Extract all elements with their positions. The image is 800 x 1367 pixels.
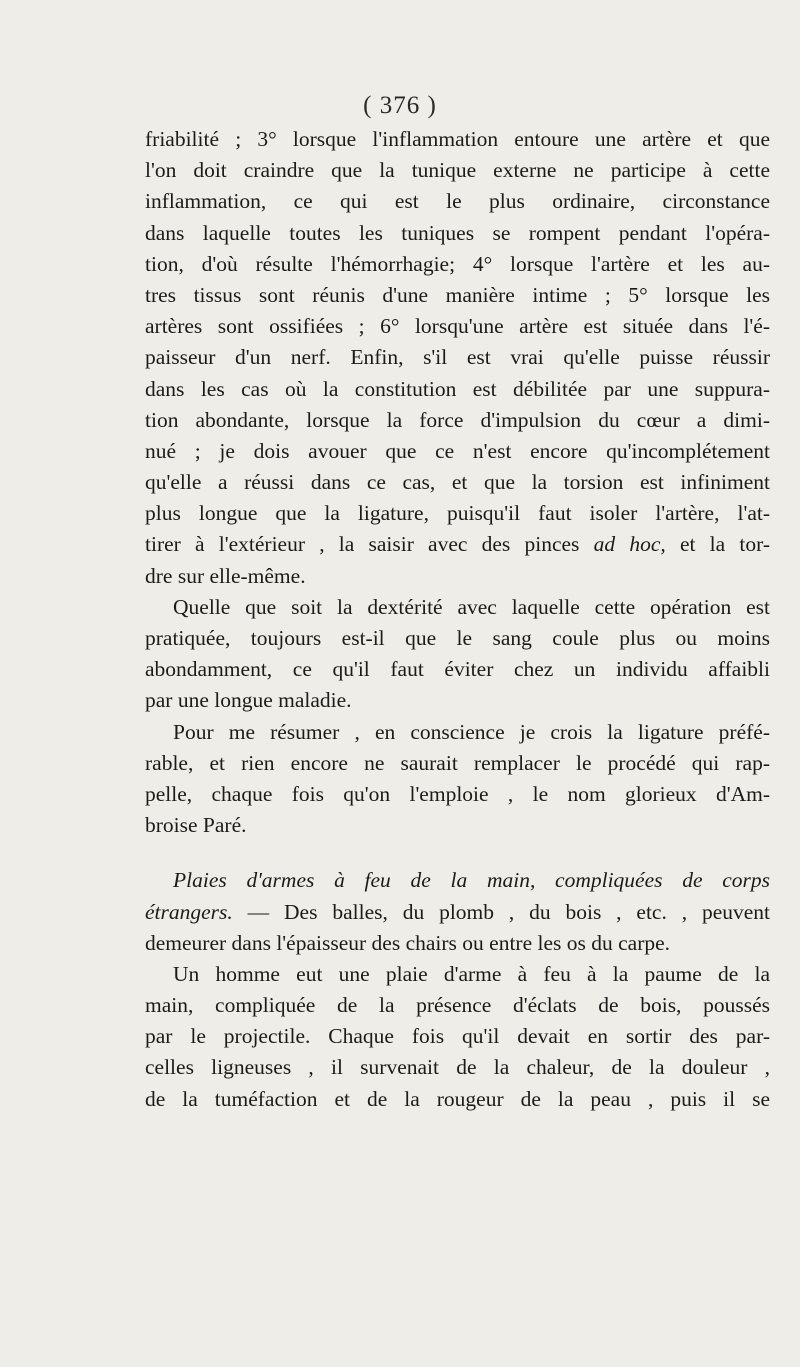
paragraph-1: [145, 124, 770, 592]
text-line: rable, et rien encore ne saurait remplacer le procédé qui rap-: [145, 750, 770, 775]
text-line: Pour me résumer , en conscience je crois la ligature préfé-: [173, 719, 770, 744]
text-line: dans laquelle toutes les tuniques se rompent pendant l'opéra-: [145, 220, 770, 245]
text-line: tion, d'où résulte l'hémorrhagie; 4° lorsque l'artère et les au-: [145, 251, 770, 276]
text-line: de la tuméfaction et de la rougeur de la peau , puis il se: [145, 1086, 770, 1111]
text-line: inflammation, ce qui est le plus ordinaire, circonstance: [145, 189, 770, 214]
text-line: Quelle que soit la dextérité avec laquelle cette opération est: [173, 594, 770, 619]
paragraph-5: [145, 959, 770, 1115]
text-line: celles ligneuses , il survenait de la chaleur, de la douleur ,: [145, 1055, 770, 1080]
section-heading-end: étrangers.: [145, 899, 233, 924]
text-line: dans les cas où la constitution est débilitée par une suppura-: [145, 376, 770, 401]
paragraph-3: [145, 717, 770, 842]
text-line: dre sur elle-même.: [145, 563, 306, 588]
text-line: nué ; je dois avouer que ce n'est encore qu'incomplétement: [145, 438, 770, 463]
text-fragment: tirer à l'extérieur , la saisir avec des pinces: [145, 532, 580, 557]
text-line: main, compliquée de la présence d'éclats de bois, poussés: [145, 993, 770, 1018]
text-line: qu'elle a réussi dans ce cas, et que la torsion est infiniment: [145, 470, 770, 495]
text-fragment: et la tor-: [679, 532, 770, 557]
paragraph-2: [145, 592, 770, 717]
text-line: pratiquée, toujours est-il que le sang coule plus ou moins: [145, 626, 770, 650]
text-fragment: — Des balles, du plomb , du bois , etc. , peuvent: [247, 899, 771, 924]
text-line: broise Paré.: [145, 813, 247, 838]
text-line: demeurer dans l'épaisseur des chairs ou entre les os du carpe.: [145, 930, 671, 955]
text-line: par une longue maladie.: [145, 688, 352, 713]
text-line: par le projectile. Chaque fois qu'il devait en sortir des par-: [145, 1024, 770, 1049]
text-line: artères sont ossifiées ; 6° lorsqu'une artère est située dans l'é-: [145, 314, 770, 339]
text-line: tion abondante, lorsque la force d'impulsion du cœur a dimi-: [145, 407, 770, 432]
section-heading: Plaies d'armes à feu de la main, compliquées de corps: [173, 868, 770, 893]
text-line: tres tissus sont réunis d'une manière intime ; 5° lorsque les: [145, 282, 770, 307]
text-line: l'on doit craindre que la tunique externe ne participe à cette: [145, 158, 770, 183]
text-line: paisseur d'un nerf. Enfin, s'il est vrai qu'elle puisse réussir: [145, 345, 770, 370]
section-spacer: [145, 841, 770, 865]
text-line: plus longue que la ligature, puisqu'il faut isoler l'artère, l'at-: [145, 501, 770, 526]
text-line: pelle, chaque fois qu'on l'emploie , le nom glorieux d'Am-: [145, 781, 770, 806]
text-line: [145, 529, 770, 560]
paragraph-4: [145, 865, 770, 959]
text-line: friabilité ; 3° lorsque l'inflammation entoure une artère et que: [145, 127, 770, 151]
latin-phrase: ad hoc,: [593, 532, 666, 557]
text-line: [145, 897, 770, 928]
text-line: Un homme eut une plaie d'arme à feu à la paume de la: [173, 961, 770, 986]
text-line: abondamment, ce qu'il faut éviter chez un individu affaibli: [145, 657, 770, 682]
body-text: [145, 124, 770, 1115]
page-number: ( 376 ): [363, 92, 437, 119]
